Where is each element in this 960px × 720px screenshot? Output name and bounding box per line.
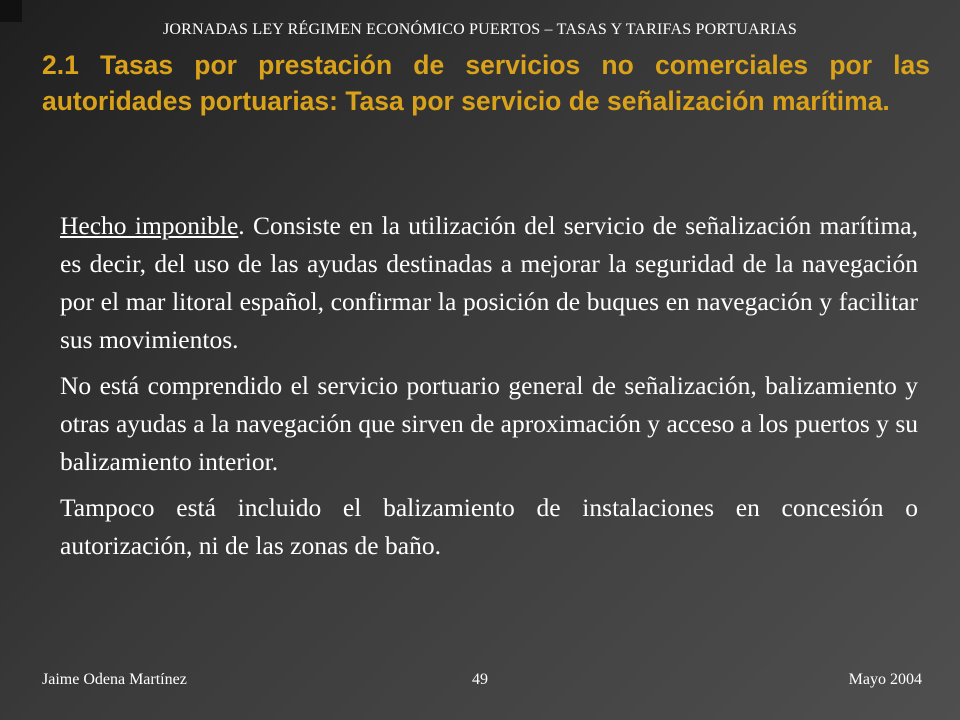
- paragraph-hecho-imponible: [60, 207, 918, 359]
- paragraph-2: No está comprendido el servicio portuario general de señalización, balizamiento y otras ayudas a la navegación que sirven de aproximación y acceso a los puertos y su balizamiento interior.: [60, 371, 918, 476]
- corner-mark: [0, 0, 22, 22]
- slide-body: [60, 207, 918, 573]
- footer-page-number: 49: [472, 671, 488, 688]
- paragraph-3: Tampoco está incluido el balizamiento de instalaciones en concesión o autorización, ni de las zonas de baño.: [60, 493, 918, 560]
- footer-date: Mayo 2004: [848, 671, 922, 688]
- footer-author: Jaime Odena Martínez: [42, 671, 187, 688]
- slide-title: 2.1 Tasas por prestación de servicios no comerciales por las autoridades portuarias: Tasa por servicio de señalización marítima.: [42, 50, 930, 116]
- paragraph-1-text: . Consiste en la utilización del servicio de señalización marítima, es decir, del uso de las ayudas destinadas a mejorar la seguridad de la navegación por el mar litoral español, confirmar la posición de buques en navegación y facilitar sus movimientos.: [60, 211, 918, 354]
- term-hecho-imponible: Hecho imponible: [60, 211, 239, 240]
- slide-header: JORNADAS LEY RÉGIMEN ECONÓMICO PUERTOS – TASAS Y TARIFAS PORTUARIAS: [162, 21, 798, 38]
